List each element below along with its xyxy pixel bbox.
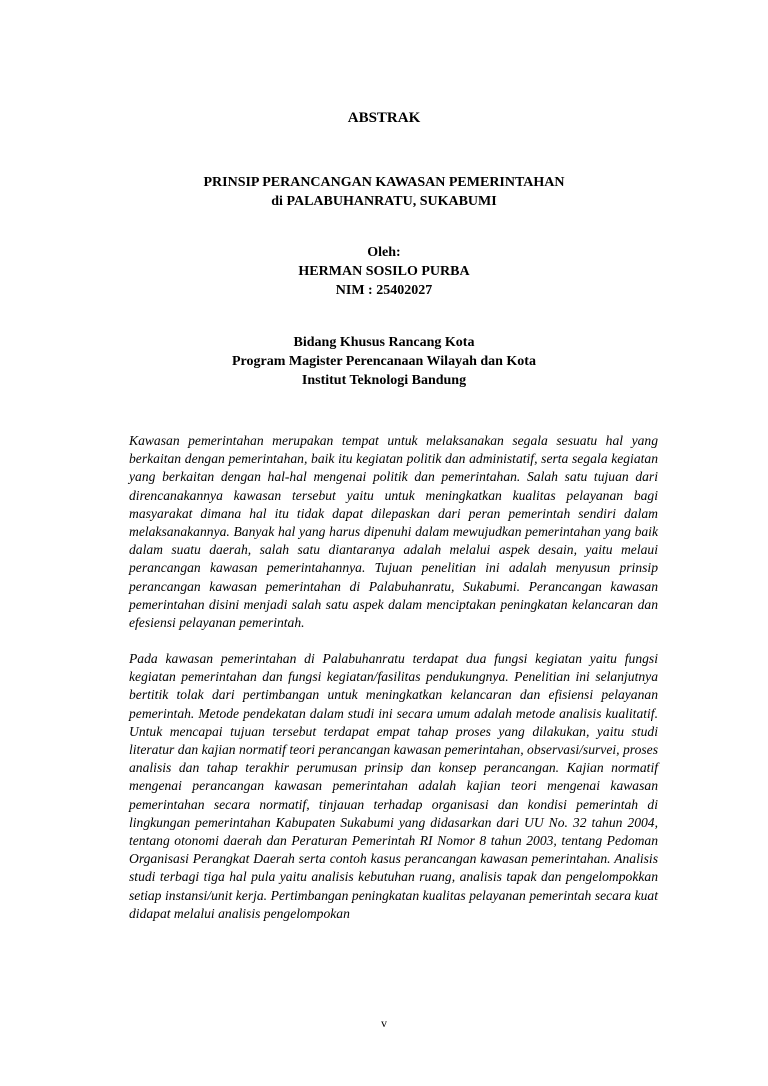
student-id: NIM : 25402027 [335, 283, 433, 298]
institution-name: Institut Teknologi Bandung [301, 373, 467, 388]
thesis-title-line-2: di PALABUHANRATU, SUKABUMI [271, 194, 497, 209]
field-of-study: Bidang Khusus Rancang Kota [293, 335, 475, 350]
abstract-paragraph-2: Pada kawasan pemerintahan di Palabuhanratu terdapat dua fungsi kegiatan yaitu fungsi kegiatan pemerintahan dan fungsi kegiatan/fasilitas pendukungnya. Penelitian ini selanjutnya bertitik tolak dari pertimbangan untuk meningkatkan kelancaran dan efisiensi pelayanan pemerintah. Metode pendekatan dalam studi ini secara umum adalah metode analisis kualitatif. Untuk mencapai tujuan tersebut terdapat empat tahap proses yang dilakukan, yaitu studi literatur dan kajian normatif teori perancangan kawasan pemerintahan, observasi/survei, proses analisis dan tahap terakhir perumusan prinsip dan konsep perancangan. Kajian normatif mengenai perancangan kawasan pemerintahan adalah kajian teori mengenai kawasan pemerintahan secara normatif, tinjauan terhadap organisasi dan kondisi pemerintah di lingkungan pemerintahan Kabupaten Sukabumi yang didasarkan dari UU No. 32 tahun 2004, tentang otonomi daerah dan Peraturan Pemerintah RI Nomor 8 tahun 2003, tentang Pedoman Organisasi Perangkat Daerah serta contoh kasus perancangan kawasan pemerintahan. Analisis studi terbagi tiga hal pula yaitu analisis kebutuhan ruang, analisis tapak dan pengelompokkan setiap instansi/unit kerja. Pertimbangan peningkatan kualitas pelayanan pemerintah secara kuat didapat melalui analisis pengelompokan [129, 651, 658, 921]
abstract-heading: ABSTRAK [347, 110, 421, 126]
by-label: Oleh: [367, 245, 401, 260]
thesis-title-line-1: PRINSIP PERANCANGAN KAWASAN PEMERINTAHAN [203, 175, 565, 190]
abstract-paragraph-1: Kawasan pemerintahan merupakan tempat untuk melaksanakan segala sesuatu hal yang berkaitan dengan pemerintahan, baik itu kegiatan politik dan administatif, serta segala kegiatan yang berkaitan dengan hal-hal mengenai politik dan pemerintahan. Salah satu tujuan dari direncanakannya kawasan tersebut yaitu untuk meningkatkan kualitas pelayanan bagi masyarakat dimana hal itu tidak dapat dilepaskan dari peran pemerintah sendiri dalam melaksanakannya. Banyak hal yang harus dipenuhi dalam mewujudkan pemerintahan yang baik dalam suatu daerah, salah satu diantaranya adalah melalui aspek desain, yaitu melaui perancangan kawasan pemerintahannya. Tujuan penelitian ini adalah menyusun prinsip perancangan kawasan pemerintahan di Palabuhanratu, Sukabumi. Perancangan kawasan pemerintahan disini menjadi salah satu aspek dalam menciptakan peningkatan kelancaran dan efesiensi pelayanan pemerintah. [129, 433, 658, 631]
page-number: v [381, 1016, 387, 1030]
program-name: Program Magister Perencanaan Wilayah dan Kota [232, 354, 536, 369]
author-name: HERMAN SOSILO PURBA [298, 264, 470, 279]
